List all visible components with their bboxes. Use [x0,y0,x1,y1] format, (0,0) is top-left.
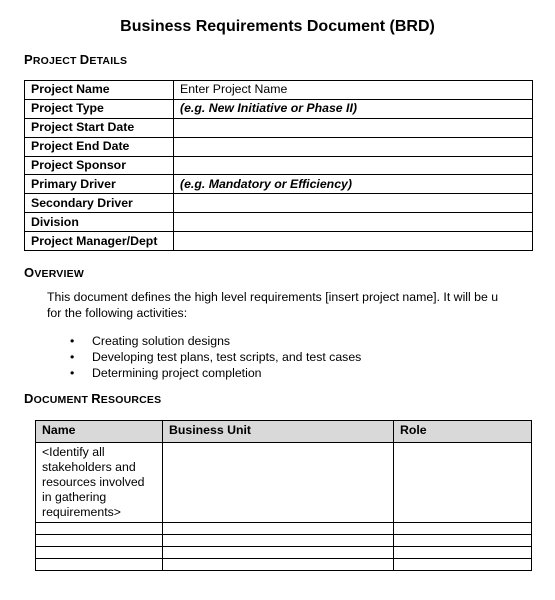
list-item: • Determining project completion [70,365,361,381]
row-label: Secondary Driver [25,194,174,213]
row-label: Primary Driver [25,175,174,194]
table-row [36,535,532,547]
table-row [25,156,533,175]
secondary-driver-field[interactable] [174,194,533,213]
project-start-date-field[interactable] [174,118,533,137]
name-cell[interactable] [36,559,163,571]
row-label: Project Start Date [25,118,174,137]
business-unit-cell[interactable] [163,523,394,535]
business-unit-cell[interactable] [163,547,394,559]
table-row [25,99,533,118]
project-name-field[interactable]: Enter Project Name [174,81,533,100]
row-label: Project Manager/Dept [25,232,174,251]
table-row [36,523,532,535]
division-field[interactable] [174,213,533,232]
table-row [25,213,533,232]
name-cell[interactable] [36,523,163,535]
table-row [25,194,533,213]
overview-paragraph [47,289,507,321]
resources-table [35,420,532,571]
table-row [25,232,533,251]
role-cell[interactable] [394,523,532,535]
business-unit-cell[interactable] [163,559,394,571]
table-row [25,118,533,137]
project-manager-field[interactable] [174,232,533,251]
row-label: Project End Date [25,137,174,156]
role-cell[interactable] [394,535,532,547]
role-cell[interactable] [394,547,532,559]
overview-heading: OVERVIEW [24,265,84,280]
table-row [25,81,533,100]
row-label: Project Type [25,99,174,118]
name-cell[interactable] [36,547,163,559]
project-details-table [24,80,533,251]
primary-driver-field[interactable]: (e.g. Mandatory or Efficiency) [174,175,533,194]
row-label: Project Sponsor [25,156,174,175]
project-type-field[interactable]: (e.g. New Initiative or Phase II) [174,99,533,118]
role-cell[interactable] [394,559,532,571]
business-unit-cell[interactable] [163,535,394,547]
table-row [36,443,532,523]
project-details-heading: PROJECT DETAILS [24,52,128,67]
list-item: • Creating solution designs [70,333,361,349]
table-row [25,137,533,156]
table-row [25,175,533,194]
row-label: Division [25,213,174,232]
activities-list [70,333,361,381]
name-cell[interactable]: <Identify all stakeholders and resources involved in gathering requirements> [36,443,163,523]
overview-line: This document defines the high level requirements [insert project name]. It will be u [47,290,499,304]
table-header-row [36,421,532,443]
business-unit-cell[interactable] [163,443,394,523]
table-row [36,559,532,571]
name-cell[interactable] [36,535,163,547]
column-header-business-unit: Business Unit [163,421,394,443]
table-row [36,547,532,559]
document-title: Business Requirements Document (BRD) [120,18,435,35]
document-resources-heading: DOCUMENT RESOURCES [24,391,162,406]
list-item: • Developing test plans, test scripts, and test cases [70,349,361,365]
role-cell[interactable] [394,443,532,523]
row-label: Project Name [25,81,174,100]
project-end-date-field[interactable] [174,137,533,156]
column-header-name: Name [36,421,163,443]
overview-line: for the following activities: [47,306,188,320]
column-header-role: Role [394,421,532,443]
project-sponsor-field[interactable] [174,156,533,175]
